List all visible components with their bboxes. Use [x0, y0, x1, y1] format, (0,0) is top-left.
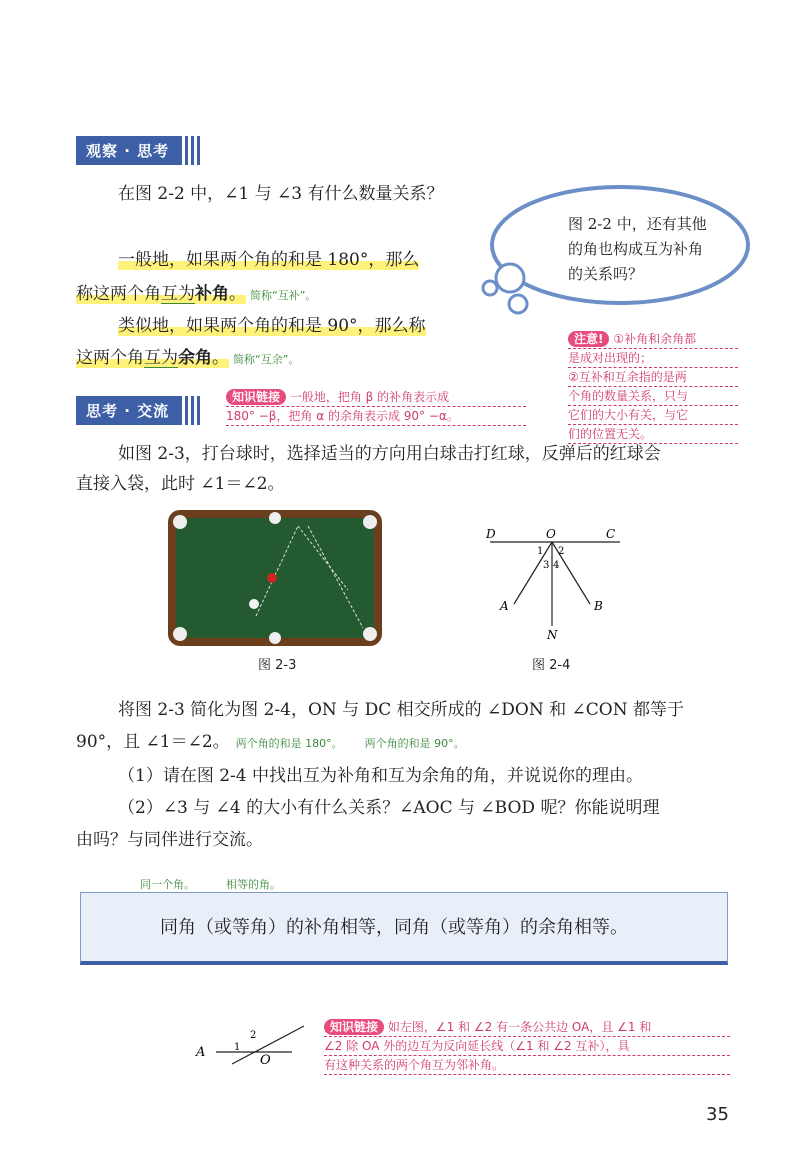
note-same-angle: 同一个角。: [140, 878, 195, 891]
def-comp-line1: 类似地，如果两个角的和是 90°，那么称: [118, 316, 426, 336]
task-2-line1: （2）∠3 与 ∠4 的大小有什么关系？∠AOC 与 ∠BOD 呢？你能说明理: [118, 798, 660, 818]
billiard-table-image: [168, 510, 382, 646]
note-sum-90: 两个角的和是 90°。: [364, 737, 465, 750]
fig4-label-B: B: [594, 599, 603, 613]
fig5-angle-1: 1: [234, 1042, 241, 1053]
fig4-angle-3: 3: [543, 560, 550, 571]
task-1: （1）请在图 2-4 中找出互为补角和互为余角的角，并说说你的理由。: [118, 766, 643, 786]
fig4-angle-1: 1: [537, 546, 544, 557]
white-ball: [249, 599, 259, 609]
section-heading-think: 思考 · 交流: [76, 396, 179, 425]
question-angle-relation: 在图 2-2 中，∠1 与 ∠3 有什么数量关系？: [118, 184, 444, 204]
knowledge-link-1: 知识链接 一般地，把角 β 的补角表示成 180° −β，把角 α 的余角表示成 90° −α。: [226, 388, 526, 426]
def-supp-line2: 称这两个角互为补角。 简称“互补”。: [76, 284, 317, 304]
note-equal-angle: 相等的角。: [226, 878, 281, 891]
para-simplify-2: 90°，且 ∠1＝∠2。 两个角的和是 180°。 两个角的和是 90°。: [76, 732, 465, 752]
note-supp: 简称“互补”。: [250, 289, 317, 302]
attention-note: 注意! ①补角和余角都 是成对出现的； ②互补和互余指的是两 个角的数量关系，只与 它们的大小有关，与它 们的位置无关。: [568, 330, 738, 444]
para-billiards-2: 直接入袋，此时 ∠1＝∠2。: [76, 474, 285, 494]
fig5-label-A: A: [196, 1045, 206, 1060]
section-heading-observe: 观察 · 思考: [76, 136, 179, 165]
rule-text: 同角（或等角）的补角相等，同角（或等角）的余角相等。: [160, 917, 628, 938]
note-comp: 简称“互余”。: [233, 353, 300, 366]
fig3-caption: 图 2-3: [258, 658, 297, 673]
fig4-label-O: O: [546, 527, 556, 541]
fig5-angle-2: 2: [250, 1030, 257, 1041]
fig5-label-O: O: [260, 1053, 271, 1066]
para-billiards-1: 如图 2-3，打台球时，选择适当的方向用白球击打红球，反弹后的红球会: [118, 444, 661, 464]
red-ball: [267, 573, 277, 583]
def-comp-line2: 这两个角互为余角。 简称“互余”。: [76, 348, 300, 368]
fig4-angle-2: 2: [558, 546, 565, 557]
fig4-label-N: N: [547, 628, 558, 642]
fig4-caption: 图 2-4: [532, 658, 571, 673]
page-number: 35: [706, 1104, 729, 1125]
adjacent-angle-figure: [192, 1024, 312, 1066]
fig4-label-A: A: [500, 599, 509, 613]
figure-2-4: [480, 524, 630, 644]
fig4-angle-4: 4: [553, 560, 560, 571]
task-2-line2: 由吗？与同伴进行交流。: [76, 830, 263, 850]
bubble-text: 图 2-2 中，还有其他 的角也构成互为补角 的关系吗？: [568, 215, 707, 283]
para-simplify-1: 将图 2-3 简化为图 2-4，ON 与 DC 相交所成的 ∠DON 和 ∠CON 都等于: [118, 700, 684, 720]
knowledge-link-tag-2: 知识链接: [324, 1019, 384, 1035]
def-supp-line1: 一般地，如果两个角的和是 180°，那么: [118, 250, 420, 270]
knowledge-link-tag: 知识链接: [226, 389, 286, 405]
note-sum-180: 两个角的和是 180°。: [235, 737, 343, 750]
attention-tag: 注意!: [568, 331, 609, 347]
knowledge-link-2: 知识链接 如左图，∠1 和 ∠2 有一条公共边 OA，且 ∠1 和 ∠2 除 OA 外的边互为反向延长线（∠1 和 ∠2 互补），具 有这种关系的两个角互为邻补角。: [324, 1018, 730, 1075]
fig4-label-C: C: [606, 527, 616, 541]
fig4-label-D: D: [486, 527, 496, 541]
